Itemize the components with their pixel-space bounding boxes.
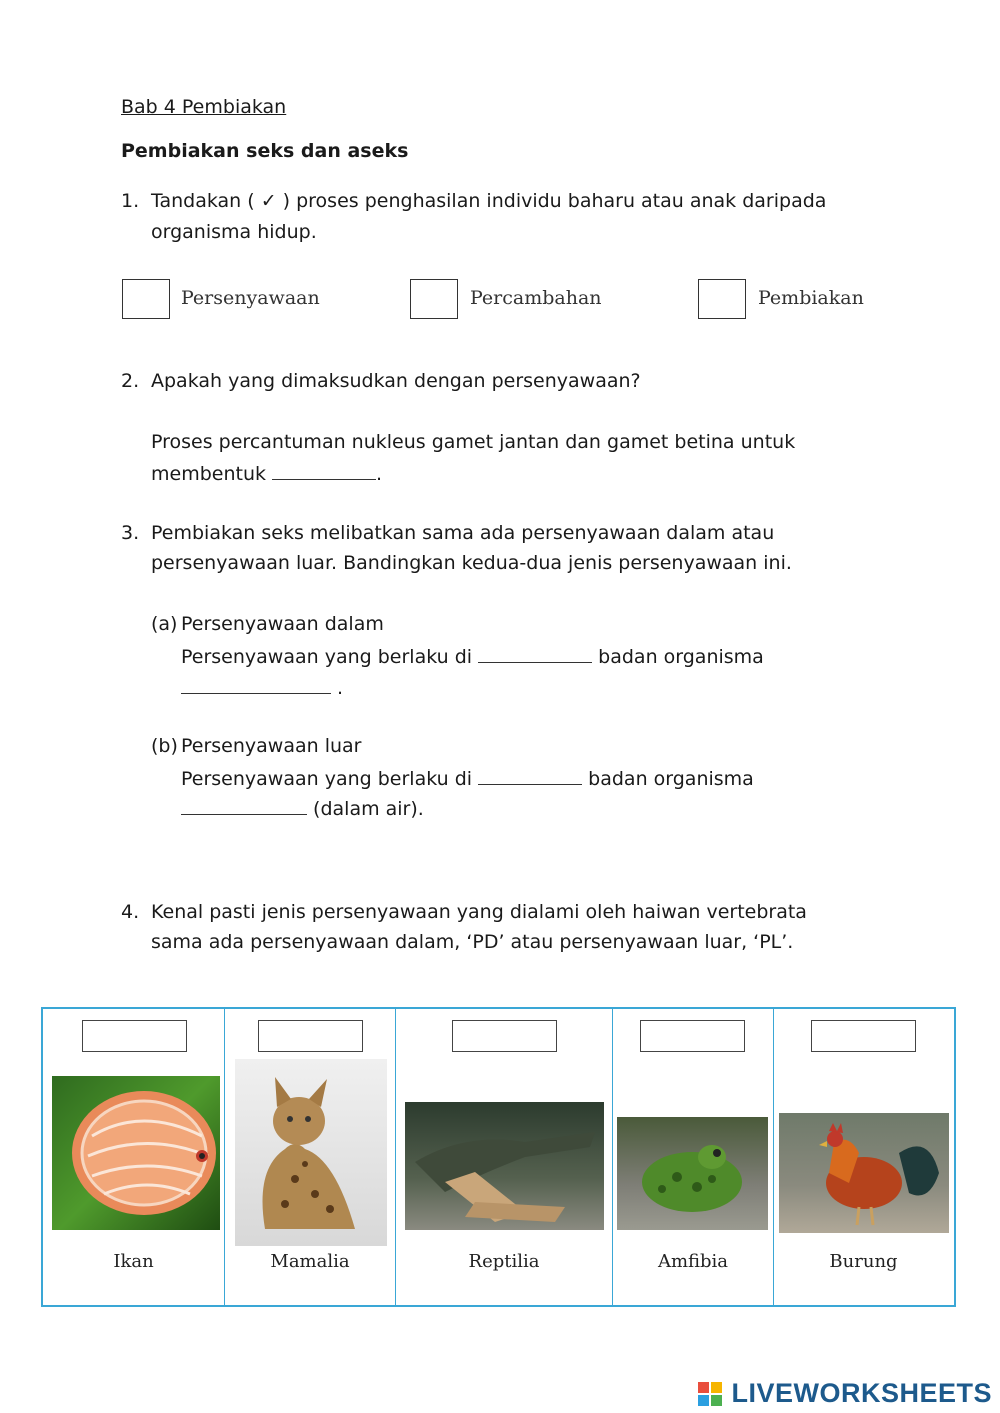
- animal-cell-burung: [774, 1009, 953, 1305]
- animal-cell-mamalia: [225, 1009, 396, 1305]
- q1-number: 1.: [121, 190, 140, 212]
- fish-image: [52, 1076, 220, 1230]
- q3b-text1: Persenyawaan yang berlaku di: [181, 768, 473, 790]
- q3b-label: (b): [151, 735, 178, 757]
- q4-number: 4.: [121, 901, 140, 923]
- animal-cell-reptilia: [396, 1009, 613, 1305]
- answer-box-burung[interactable]: [811, 1020, 916, 1052]
- animal-cell-ikan: [43, 1009, 225, 1305]
- q3a-blank1[interactable]: [478, 640, 592, 663]
- q2-answer-end: .: [376, 463, 383, 485]
- q2-answer-line2: [151, 457, 382, 489]
- q3b-blank1[interactable]: [478, 762, 582, 785]
- q2-question: Apakah yang dimaksudkan dengan persenyawaan?: [151, 370, 641, 392]
- option-label-persenyawaan: Persenyawaan: [181, 287, 320, 309]
- q2-answer-text: membentuk: [151, 463, 266, 485]
- q2-answer-line1: Proses percantuman nukleus gamet jantan dan gamet betina untuk: [151, 431, 796, 453]
- cat-image: [235, 1059, 387, 1246]
- q3b-title: Persenyawaan luar: [181, 735, 362, 757]
- checkbox-pembiakan[interactable]: [698, 279, 746, 319]
- animal-label-burung: Burung: [829, 1251, 898, 1272]
- q3-text-line1: Pembiakan seks melibatkan sama ada persenyawaan dalam atau: [151, 522, 775, 544]
- q3a-blank2[interactable]: [181, 671, 331, 694]
- q2-answer-blank[interactable]: [272, 457, 376, 480]
- animal-label-mamalia: Mamalia: [270, 1251, 350, 1272]
- checkbox-percambahan[interactable]: [410, 279, 458, 319]
- answer-box-mamalia[interactable]: [258, 1020, 363, 1052]
- q4-text-line1: Kenal pasti jenis persenyawaan yang dialami oleh haiwan vertebrata: [151, 901, 807, 923]
- q3-number: 3.: [121, 522, 140, 544]
- animal-label-ikan: Ikan: [113, 1251, 154, 1272]
- answer-box-ikan[interactable]: [82, 1020, 187, 1052]
- animal-table: [41, 1007, 956, 1307]
- q3b-text2: badan organisma: [588, 768, 754, 790]
- checkbox-persenyawaan[interactable]: [122, 279, 170, 319]
- q1-text-line1: Tandakan ( ✓ ) proses penghasilan individu baharu atau anak daripada: [151, 190, 827, 212]
- option-label-pembiakan: Pembiakan: [758, 287, 864, 309]
- liveworksheets-brand[interactable]: LIVEWORKSHEETS: [731, 1378, 992, 1408]
- q3a-line2: [181, 671, 343, 703]
- q3-text-line2: persenyawaan luar. Bandingkan kedua-dua jenis persenyawaan ini.: [151, 552, 792, 574]
- q3a-end: .: [337, 677, 344, 699]
- q3b-end: (dalam air).: [313, 798, 424, 820]
- animal-label-amfibia: Amfibia: [657, 1251, 729, 1272]
- animal-cell-amfibia: [613, 1009, 774, 1305]
- q3a-label: (a): [151, 613, 178, 635]
- answer-box-amfibia[interactable]: [640, 1020, 745, 1052]
- q3b-line2: [181, 792, 424, 824]
- chapter-title: Bab 4 Pembiakan: [121, 96, 287, 118]
- liveworksheets-logo-icon: [698, 1382, 722, 1406]
- q2-number: 2.: [121, 370, 140, 392]
- q3b-blank2[interactable]: [181, 792, 307, 815]
- option-label-percambahan: Percambahan: [470, 287, 602, 309]
- rooster-image: [779, 1113, 949, 1233]
- section-subtitle: Pembiakan seks dan aseks: [121, 140, 409, 162]
- q3a-text1: Persenyawaan yang berlaku di: [181, 646, 473, 668]
- frog-image: [617, 1117, 768, 1230]
- q3b-line1: [181, 762, 754, 794]
- q1-text-line2: organisma hidup.: [151, 221, 317, 243]
- q4-text-line2: sama ada persenyawaan dalam, ‘PD’ atau persenyawaan luar, ‘PL’.: [151, 931, 794, 953]
- q3a-title: Persenyawaan dalam: [181, 613, 384, 635]
- animal-label-reptilia: Reptilia: [468, 1251, 540, 1272]
- q3a-line1: [181, 640, 764, 672]
- crocodile-image: [405, 1102, 604, 1230]
- q3a-text2: badan organisma: [598, 646, 764, 668]
- answer-box-reptilia[interactable]: [452, 1020, 557, 1052]
